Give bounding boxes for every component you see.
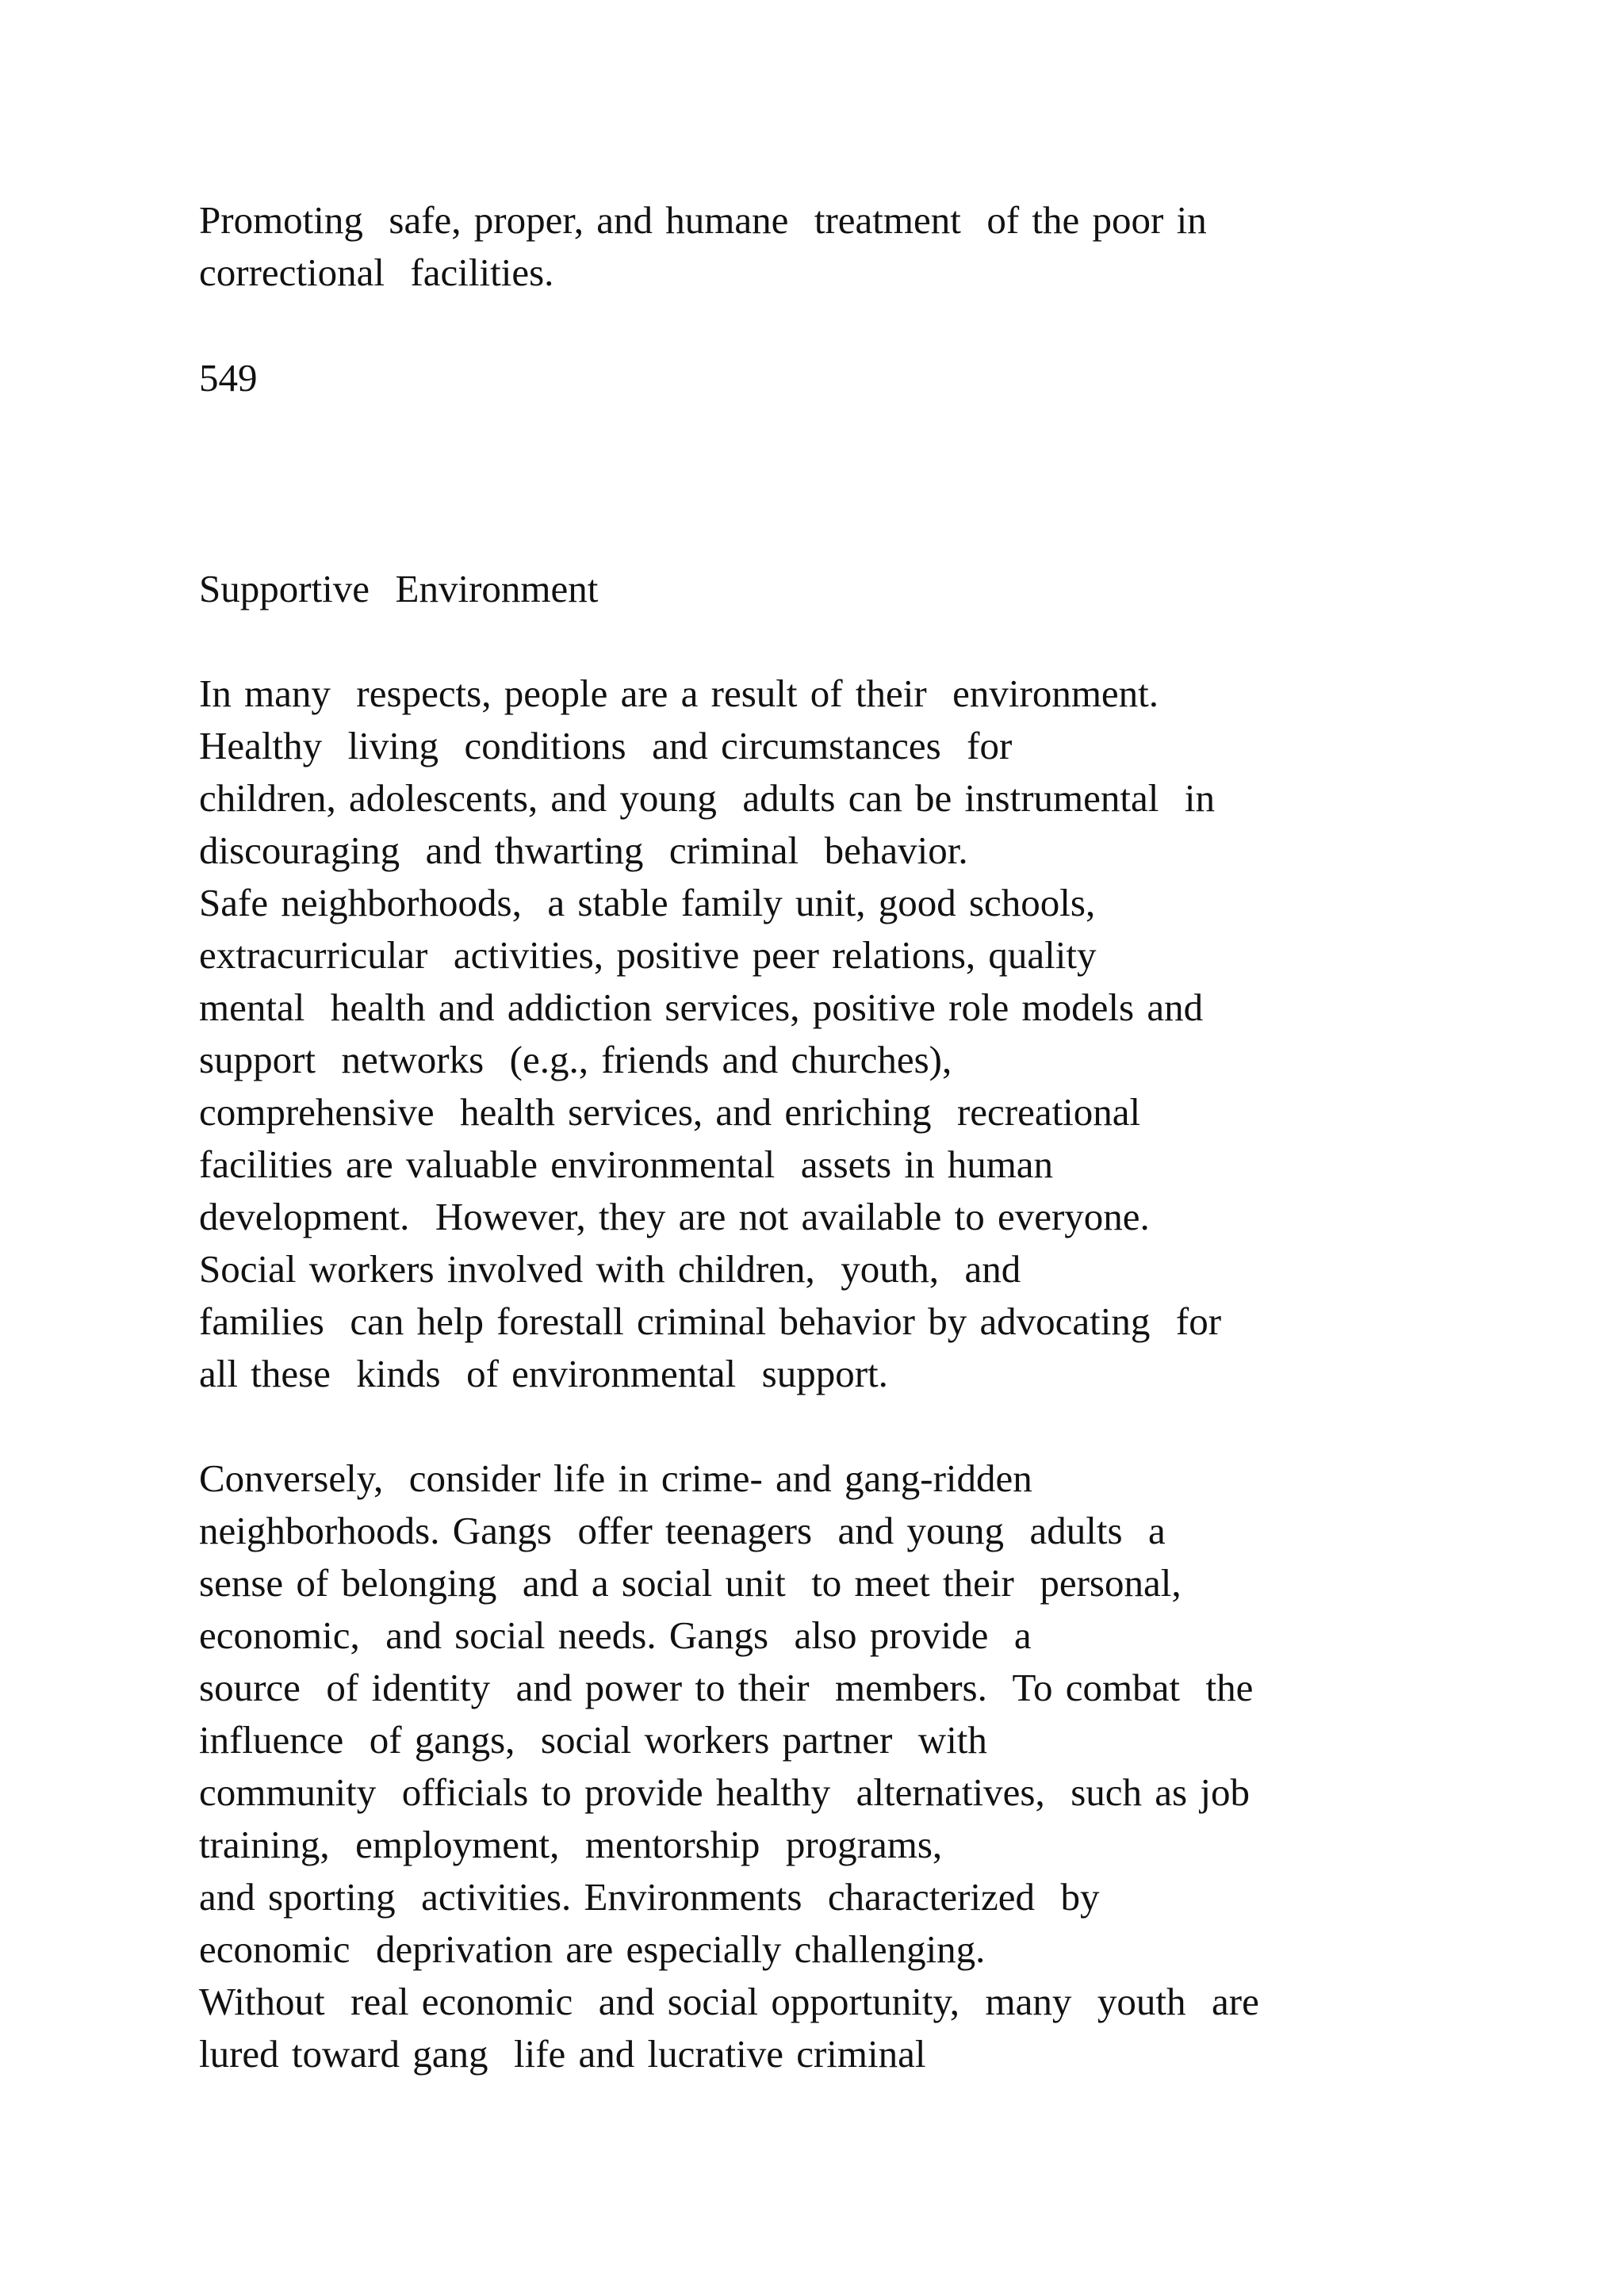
paragraph-line: mental health and addiction services, positive role models and bbox=[199, 985, 1204, 1029]
paragraph-line: Healthy living conditions and circumstances for bbox=[199, 724, 1013, 767]
paragraph-line: neighborhoods. Gangs offer teenagers and young adults a bbox=[199, 1509, 1166, 1552]
paragraph-line: Social workers involved with children, youth, and bbox=[199, 1247, 1021, 1291]
paragraph-line: lured toward gang life and lucrative criminal bbox=[199, 2032, 926, 2076]
paragraph-line: economic deprivation are especially challenging. bbox=[199, 1927, 986, 1971]
paragraph-line: support networks (e.g., friends and churches), bbox=[199, 1038, 952, 1081]
paragraph-line: all these kinds of environmental support. bbox=[199, 1352, 888, 1395]
paragraph-line: economic, and social needs. Gangs also provide a bbox=[199, 1613, 1032, 1657]
paragraph-line: discouraging and thwarting criminal behavior. bbox=[199, 828, 968, 872]
page-number: 549 bbox=[199, 356, 258, 400]
paragraph-line: training, employment, mentorship programs, bbox=[199, 1823, 943, 1866]
paragraph-line: and sporting activities. Environments characterized by bbox=[199, 1875, 1100, 1919]
paragraph-line: community officials to provide healthy alternatives, such as job bbox=[199, 1770, 1250, 1814]
paragraph-line: sense of belonging and a social unit to meet their personal, bbox=[199, 1561, 1182, 1605]
paragraph-line: facilities are valuable environmental assets in human bbox=[199, 1142, 1054, 1186]
intro-line: Promoting safe, proper, and humane treatment of the poor in bbox=[199, 198, 1207, 242]
paragraph-line: Safe neighborhoods, a stable family unit, good schools, bbox=[199, 881, 1096, 924]
intro-line: correctional facilities. bbox=[199, 251, 554, 294]
paragraph-line: In many respects, people are a result of their environment. bbox=[199, 672, 1159, 715]
paragraph-line: source of identity and power to their members. To combat the bbox=[199, 1666, 1254, 1709]
paragraph-line: children, adolescents, and young adults can be instrumental in bbox=[199, 776, 1216, 820]
paragraph-line: Conversely, consider life in crime- and gang-ridden bbox=[199, 1456, 1032, 1500]
paragraph-line: Without real economic and social opportunity, many youth are bbox=[199, 1980, 1259, 2023]
paragraph-line: influence of gangs, social workers partner with bbox=[199, 1718, 987, 1762]
section-heading: Supportive Environment bbox=[199, 567, 599, 610]
paragraph-line: comprehensive health services, and enriching recreational bbox=[199, 1090, 1141, 1134]
paragraph-line: extracurricular activities, positive peer relations, quality bbox=[199, 933, 1097, 977]
paragraph-line: development. However, they are not available to everyone. bbox=[199, 1195, 1150, 1238]
paragraph-line: families can help forestall criminal behavior by advocating for bbox=[199, 1299, 1222, 1343]
